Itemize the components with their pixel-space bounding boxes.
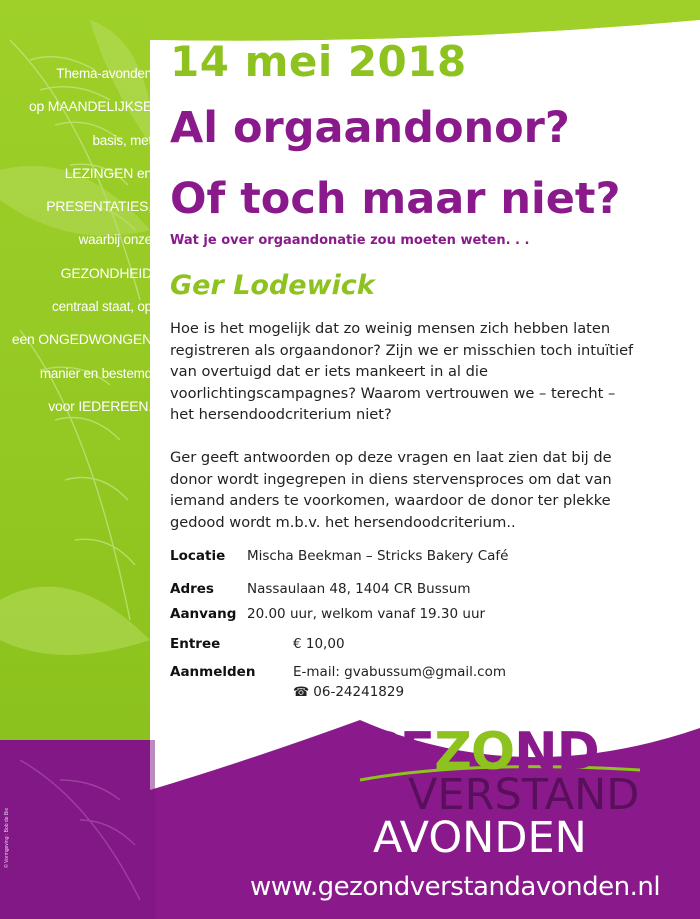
website-url[interactable]: www.gezondverstandavonden.nl <box>250 872 661 902</box>
phone-number: 06-24241829 <box>313 684 405 700</box>
aanvang-label: Aanvang <box>170 606 237 622</box>
logo-gezond-part: ZO <box>434 722 515 782</box>
sidebar-line: LEZINGEN en <box>64 164 152 181</box>
title-line-2: Of toch maar niet? <box>170 174 621 224</box>
design-credit: © Vormgeving : Bob de Bie <box>4 807 10 868</box>
sidebar-line: manier en bestemd <box>39 365 152 381</box>
sidebar-line: een ONGEDWONGEN <box>11 331 152 348</box>
sidebar-line: waarbij onze <box>78 232 152 248</box>
title-line-1: Al orgaandonor? <box>170 103 570 153</box>
phone-icon: ☎ <box>293 685 310 700</box>
sidebar-line: centraal staat, op <box>52 299 152 315</box>
logo-gezond-part: ND <box>514 722 599 782</box>
locatie-value: Mischa Beekman – Stricks Bakery Café <box>247 548 509 564</box>
intro-paragraph: Hoe is het mogelijk dat zo weinig mensen zich hebben laten registreren als orgaandonor? Zijn we er misschien toch intuïtief van overtuigd dat er iets mankeert in al die voorlichtingscampagnes? Waarom vertrouwen we – terecht – het hersendoodcriterium niet? <box>170 320 634 423</box>
speaker-name: Ger Lodewick <box>170 270 375 301</box>
sidebar-line: op MAANDELIJKSE <box>28 98 152 115</box>
logo-gezond-part: GE <box>358 722 435 782</box>
aanmelden-label: Aanmelden <box>170 664 256 680</box>
subtitle: Wat je over orgaandonatie zou moeten weten. . . <box>170 233 530 248</box>
logo-verstand: VERSTAND <box>408 770 640 820</box>
purple-band-shade <box>0 740 155 919</box>
sidebar-line: Thema-avonden <box>56 66 152 81</box>
sidebar-line: basis, met <box>92 132 152 148</box>
sidebar-line: GEZONDHEID <box>60 264 152 281</box>
logo-avonden: AVONDEN <box>373 813 587 863</box>
phone-row[interactable] <box>293 684 404 700</box>
sidebar-line: voor IEDEREEN. <box>48 397 152 414</box>
sidebar-tagline <box>0 64 152 430</box>
event-date: 14 mei 2018 <box>170 37 467 86</box>
adres-value: Nassaulaan 48, 1404 CR Bussum <box>247 581 471 597</box>
email-address[interactable]: E-mail: gvabussum@gmail.com <box>293 664 507 680</box>
entree-label: Entree <box>170 636 221 652</box>
entree-value: € 10,00 <box>293 636 345 652</box>
sidebar-line: PRESENTATIES, <box>46 198 152 215</box>
locatie-label: Locatie <box>170 548 226 564</box>
aanvang-value: 20.00 uur, welkom vanaf 19.30 uur <box>247 606 486 622</box>
adres-label: Adres <box>170 581 214 597</box>
description-paragraph: Ger geeft antwoorden op deze vragen en laat zien dat bij de donor wordt ingegrepen in diens stervensproces om dat van iemand anders te voorkomen, waardoor de donor ter plekke gedood wordt m.b.v. het hersendoodcriterium.. <box>170 449 612 531</box>
